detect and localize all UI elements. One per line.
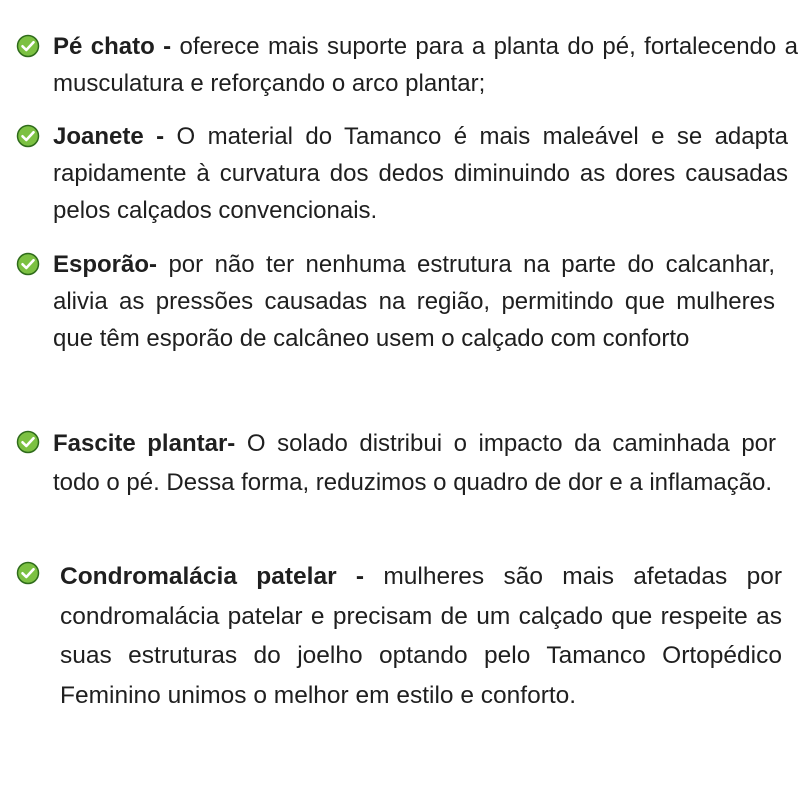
check-circle-icon	[16, 561, 40, 585]
list-item-body: por não ter nenhuma estrutura na parte do calcanhar, alivia as pressões causadas na região, permitindo que mulheres que têm esporão de calcâneo usem o calçado com conforto	[53, 251, 775, 352]
check-circle-icon	[16, 430, 40, 454]
list-item-body: oferece mais suporte para a planta do pé, fortalecendo a musculatura e reforçando o arco plantar;	[53, 33, 798, 97]
list-item-title: Pé chato -	[53, 33, 172, 60]
list-item-title: Esporão-	[53, 251, 158, 278]
list-item-text	[53, 28, 798, 102]
check-circle-icon	[16, 34, 40, 58]
list-item-title: Fascite plantar-	[53, 430, 236, 457]
list-item-body: mulheres são mais afetadas por condromalácia patelar e precisam de um calçado que respeite as suas estruturas do joelho optando pelo Tamanco Ortopédico Feminino unimos o melhor em estilo e conforto.	[60, 563, 782, 709]
list-item-text	[53, 424, 776, 502]
check-circle-icon	[16, 252, 40, 276]
list-item-title: Joanete -	[53, 123, 165, 150]
list-item-text	[53, 246, 775, 357]
check-circle-icon	[16, 124, 40, 148]
list-item-text	[60, 557, 782, 715]
list-item-title: Condromalácia patelar -	[60, 563, 365, 590]
list-item-body: O material do Tamanco é mais maleável e se adapta rapidamente à curvatura dos dedos diminuindo as dores causadas pelos calçados convencionais.	[53, 123, 788, 224]
list-item-text	[53, 118, 788, 229]
list-item-body: O solado distribui o impacto da caminhada por todo o pé. Dessa forma, reduzimos o quadro de dor e a inflamação.	[53, 430, 777, 496]
